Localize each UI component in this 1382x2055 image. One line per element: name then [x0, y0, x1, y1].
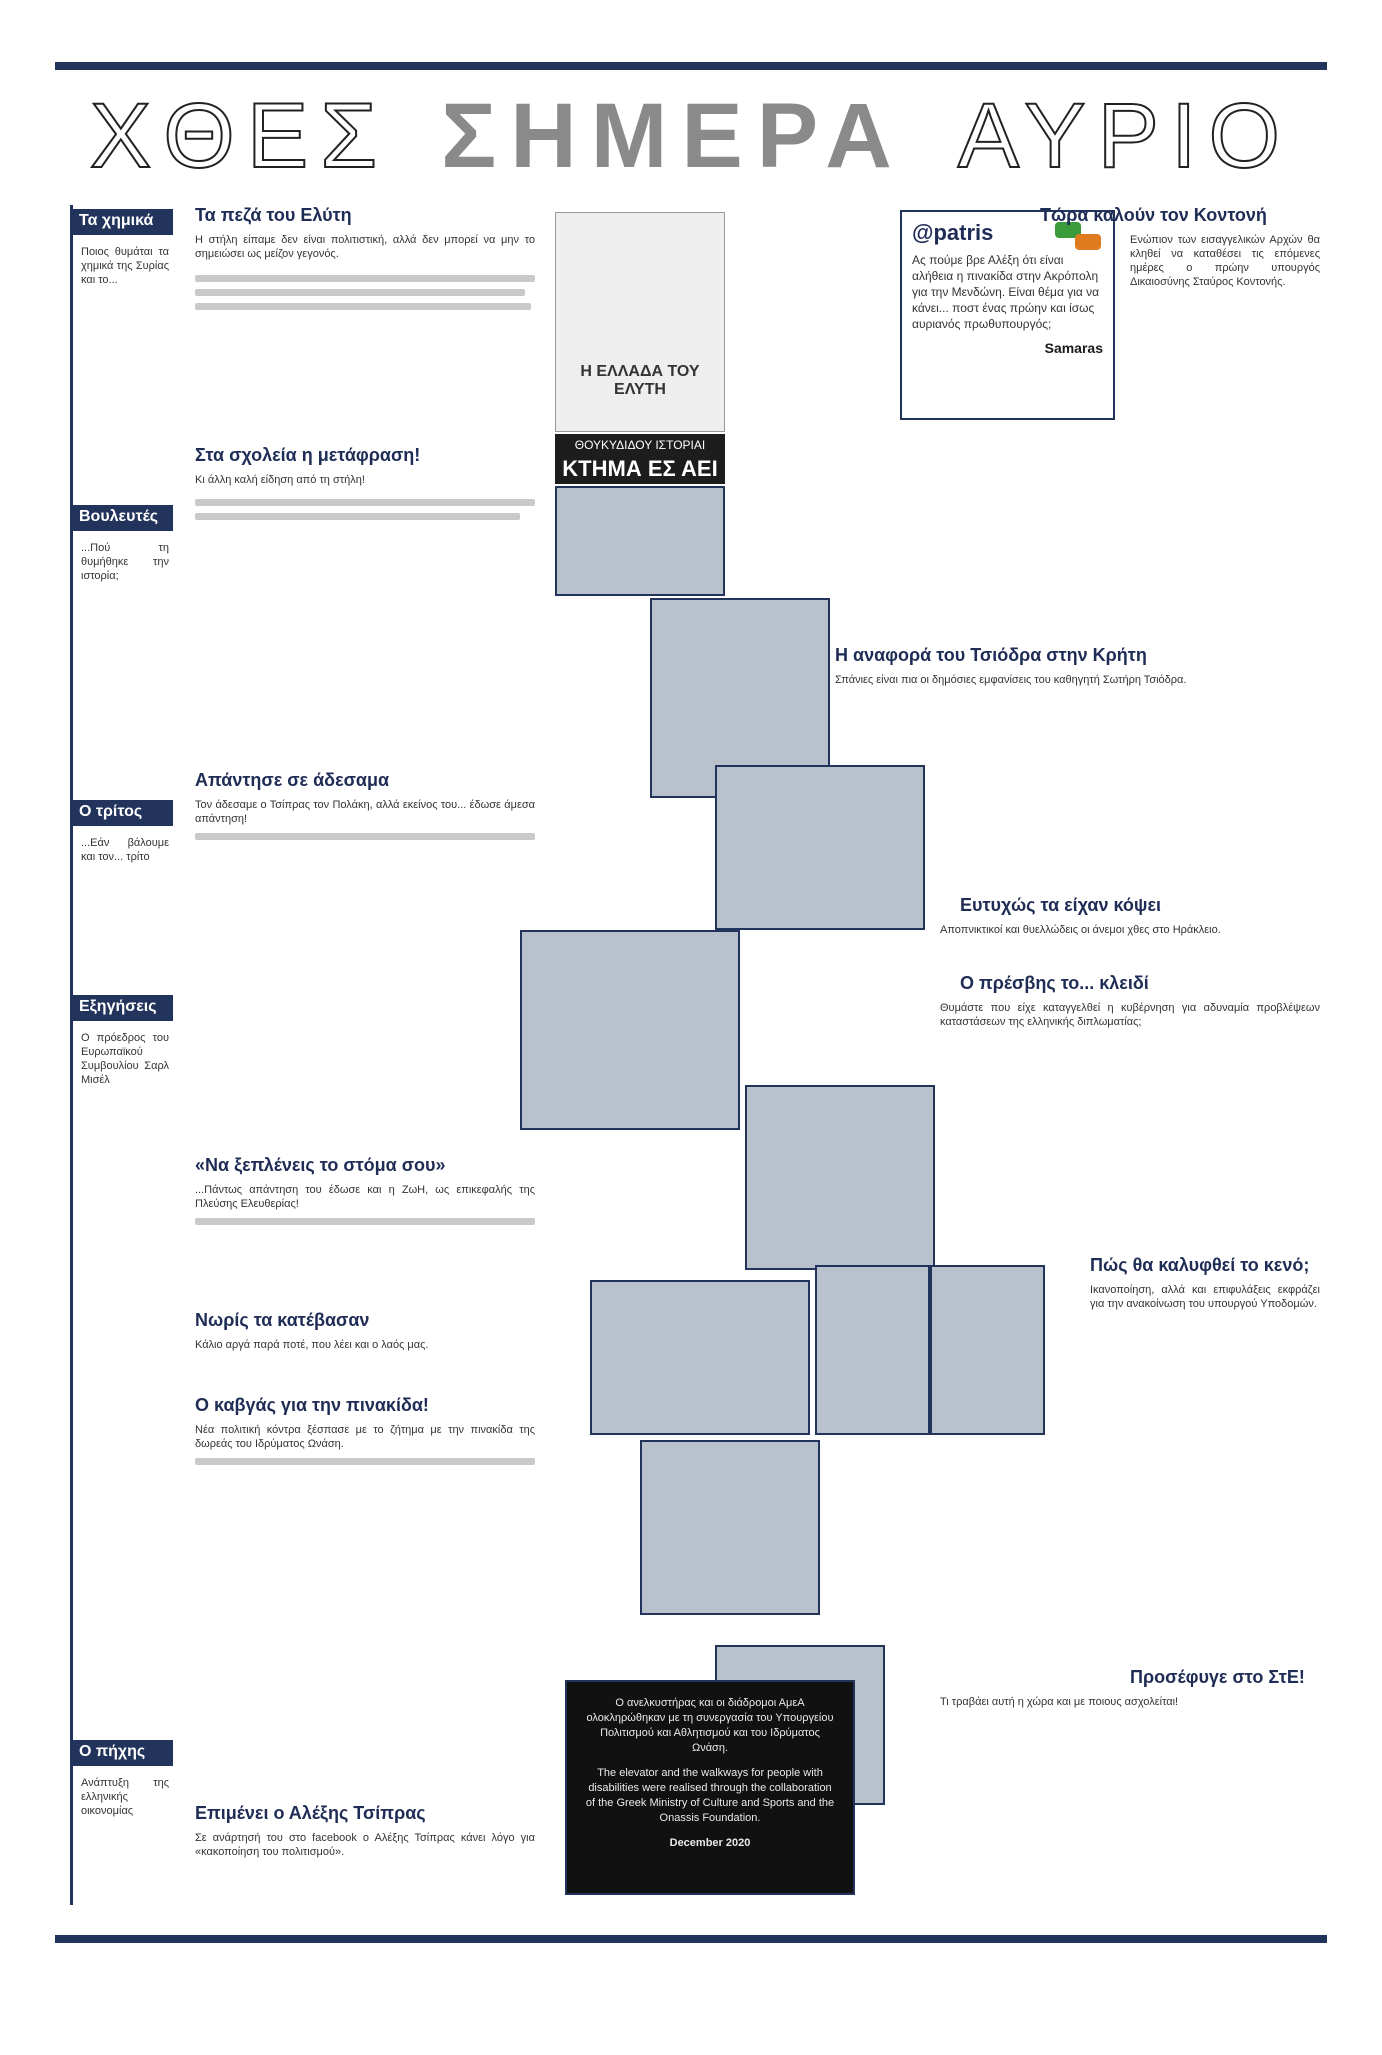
patris-handle: @patris — [912, 220, 994, 245]
sidebar-snippet: Ο πρόεδρος του Ευρωπαϊκού Συμβουλίου Σαρλ Μισέλ — [81, 1032, 169, 1086]
sidebar-title-third: Ο τρίτος — [73, 800, 173, 826]
photo-thucydides — [555, 486, 725, 596]
article-lead: Κι άλλη καλή είδηση από τη στήλη! — [195, 474, 365, 486]
patris-signature: Samaras — [1044, 340, 1103, 356]
body-text-line — [195, 275, 535, 282]
body-text-line — [195, 1218, 535, 1225]
body-text-line — [195, 289, 525, 296]
sidebar-column — [70, 205, 170, 1905]
photo-parliament — [520, 930, 740, 1130]
plaque-text-greek: Ο ανελκυστήρας και οι διάδρομοι ΑμεΑ ολοκληρώθηκαν με τη συνεργασία του Υπουργείου Πολιτισμού και Αθλητισμού και του Ιδρύματος Ωνάση. — [586, 1697, 834, 1754]
thucydides-banner — [555, 434, 725, 484]
masthead — [55, 85, 1327, 187]
article-lead: Ενώπιον των εισαγγελικών Αρχών θα κληθεί να καταθέσει τις επόμενες ημέρες ο πρώην υπουργός Δικαιοσύνης Σταύρος Κοντονής. — [1130, 234, 1320, 288]
body-text-line — [195, 513, 520, 520]
sidebar-snippet: Ποιος θυμάται τα χημικά της Συρίας και το... — [81, 246, 169, 286]
article-lead: Σπάνιες είναι πια οι δημόσιες εμφανίσεις του καθηγητή Σωτήρη Τσιόδρα. — [835, 674, 1187, 686]
patris-quote: Ας πούμε βρε Αλέξη ότι είναι αλήθεια η πινακίδα στην Ακρόπολη για την Μενδώνη. Είναι θέμα για να κάνει... ποστ ένας πρώην και ίσως αυριανός πρωθυπουργός; — [912, 253, 1100, 331]
sidebar-snippet: ...Πού τη θυμήθηκε την ιστορία; — [81, 542, 169, 582]
thucydides-subtitle: ΘΟΥΚΥΔΙΔΟΥ ΙΣΤΟΡΙΑΙ — [574, 438, 706, 452]
onassis-plaque — [565, 1680, 855, 1895]
article-lead: Σε ανάρτησή του στο facebook ο Αλέξης Τσίπρας κάνει λόγο για «κακοποίηση του πολιτισμού». — [195, 1832, 535, 1858]
sidebar-snippet: Ανάπτυξη της ελληνικής οικονομίας — [81, 1777, 169, 1817]
sidebar-title-explanations: Εξηγήσεις — [73, 995, 173, 1021]
sidebar-title-chemicals: Τα χημικά — [73, 209, 173, 235]
article-title: Απάντησε σε άδεσαμα — [195, 770, 390, 790]
article-lead: Τον άδεσαμε ο Τσίπρας τον Πολάκη, αλλά εκείνος του... έδωσε άμεσα απάντηση! — [195, 799, 535, 825]
article-lead: Αποπνικτικοί και θυελλώδεις οι άνεμοι χθες στο Ηράκλειο. — [940, 924, 1221, 936]
body-text-line — [195, 1458, 535, 1465]
photo-man-1 — [815, 1265, 930, 1435]
sidebar-snippet: ...Εάν βάλουμε και τον... τρίτο — [81, 837, 169, 863]
article-title: Επιμένει ο Αλέξης Τσίπρας — [195, 1803, 426, 1823]
article-lead: Η στήλη είπαμε δεν είναι πολιτιστική, αλλά δεν μπορεί να μην το σημειώσει ως μείζον γεγονός. — [195, 234, 535, 260]
right-column — [835, 205, 1320, 1925]
article-title: Στα σχολεία η μετάφραση! — [195, 445, 421, 465]
sidebar-title-mps: Βουλευτές — [73, 505, 173, 531]
article-lead: Τι τραβάει αυτή η χώρα και με ποιους ασχολείται! — [940, 1696, 1179, 1708]
bottom-bar — [55, 1935, 1327, 1943]
photo-ambassador — [745, 1085, 935, 1270]
book-title: Η ΕΛΛΑΔΑ ΤΟΥ ΕΛΥΤΗ — [580, 363, 700, 398]
article-title: «Να ξεπλένεις το στόμα σου» — [195, 1155, 446, 1175]
body-text-line — [195, 303, 531, 310]
top-bar — [55, 62, 1327, 70]
article-lead: Θυμάστε που είχε καταγγελθεί η κυβέρνηση για αδυναμία προβλέψεων καταστάσεων της ελληνικής διπλωματίας; — [940, 1002, 1320, 1028]
photo-street — [715, 765, 925, 930]
body-text-line — [195, 833, 535, 840]
article-title: Τώρα καλούν τον Κοντονή — [1040, 205, 1267, 225]
article-lead: ...Πάντως απάντηση του έδωσε και η ΖωΗ, ως επικεφαλής της Πλεύσης Ελευθερίας! — [195, 1184, 535, 1210]
article-title: Ο πρέσβης το... κλειδί — [960, 973, 1149, 993]
masthead-tomorrow: ΑΥΡΙΟ — [957, 85, 1293, 187]
article-lead: Νέα πολιτική κόντρα ξέσπασε με το ζήτημα με την πινακίδα της δωρεάς του Ιδρύματος Ωνάση. — [195, 1424, 535, 1450]
masthead-yesterday: ΧΘΕΣ — [89, 85, 390, 187]
book-cover — [555, 212, 725, 432]
photo-crete-road — [590, 1280, 810, 1435]
article-lead: Ικανοποίηση, αλλά και επιφυλάξεις εκφράζει για την ανακοίνωση του υπουργού Υποδομών. — [1090, 1284, 1320, 1310]
article-title: Η αναφορά του Τσιόδρα στην Κρήτη — [835, 645, 1147, 665]
plaque-text-english: The elevator and the walkways for people with disabilities were realised through the collaboration of the Greek Ministry of Culture and Sports and the Onassis Foundation. — [585, 1767, 835, 1824]
article-title: Ευτυχώς τα είχαν κόψει — [960, 895, 1162, 915]
article-title: Προσέφυγε στο ΣτΕ! — [1130, 1667, 1305, 1687]
article-title: Νωρίς τα κατέβασαν — [195, 1310, 370, 1330]
body-text-line — [195, 499, 535, 506]
sidebar-title-bar: Ο πήχης — [73, 1740, 173, 1766]
plaque-date: December 2020 — [669, 1837, 751, 1849]
article-title: Τα πεζά του Ελύτη — [195, 205, 352, 225]
article-lead: Κάλιο αργά παρά ποτέ, που λέει και ο λαός μας. — [195, 1339, 429, 1351]
thucydides-title: ΚΤΗΜΑ ΕΣ ΑΕΙ — [562, 456, 718, 481]
left-column — [195, 205, 535, 1925]
article-title: Ο καβγάς για την πινακίδα! — [195, 1395, 429, 1415]
article-title: Πώς θα καλυφθεί το κενό; — [1090, 1255, 1310, 1275]
masthead-today: ΣΗΜΕΡΑ — [441, 85, 906, 187]
photo-acropolis — [640, 1440, 820, 1615]
